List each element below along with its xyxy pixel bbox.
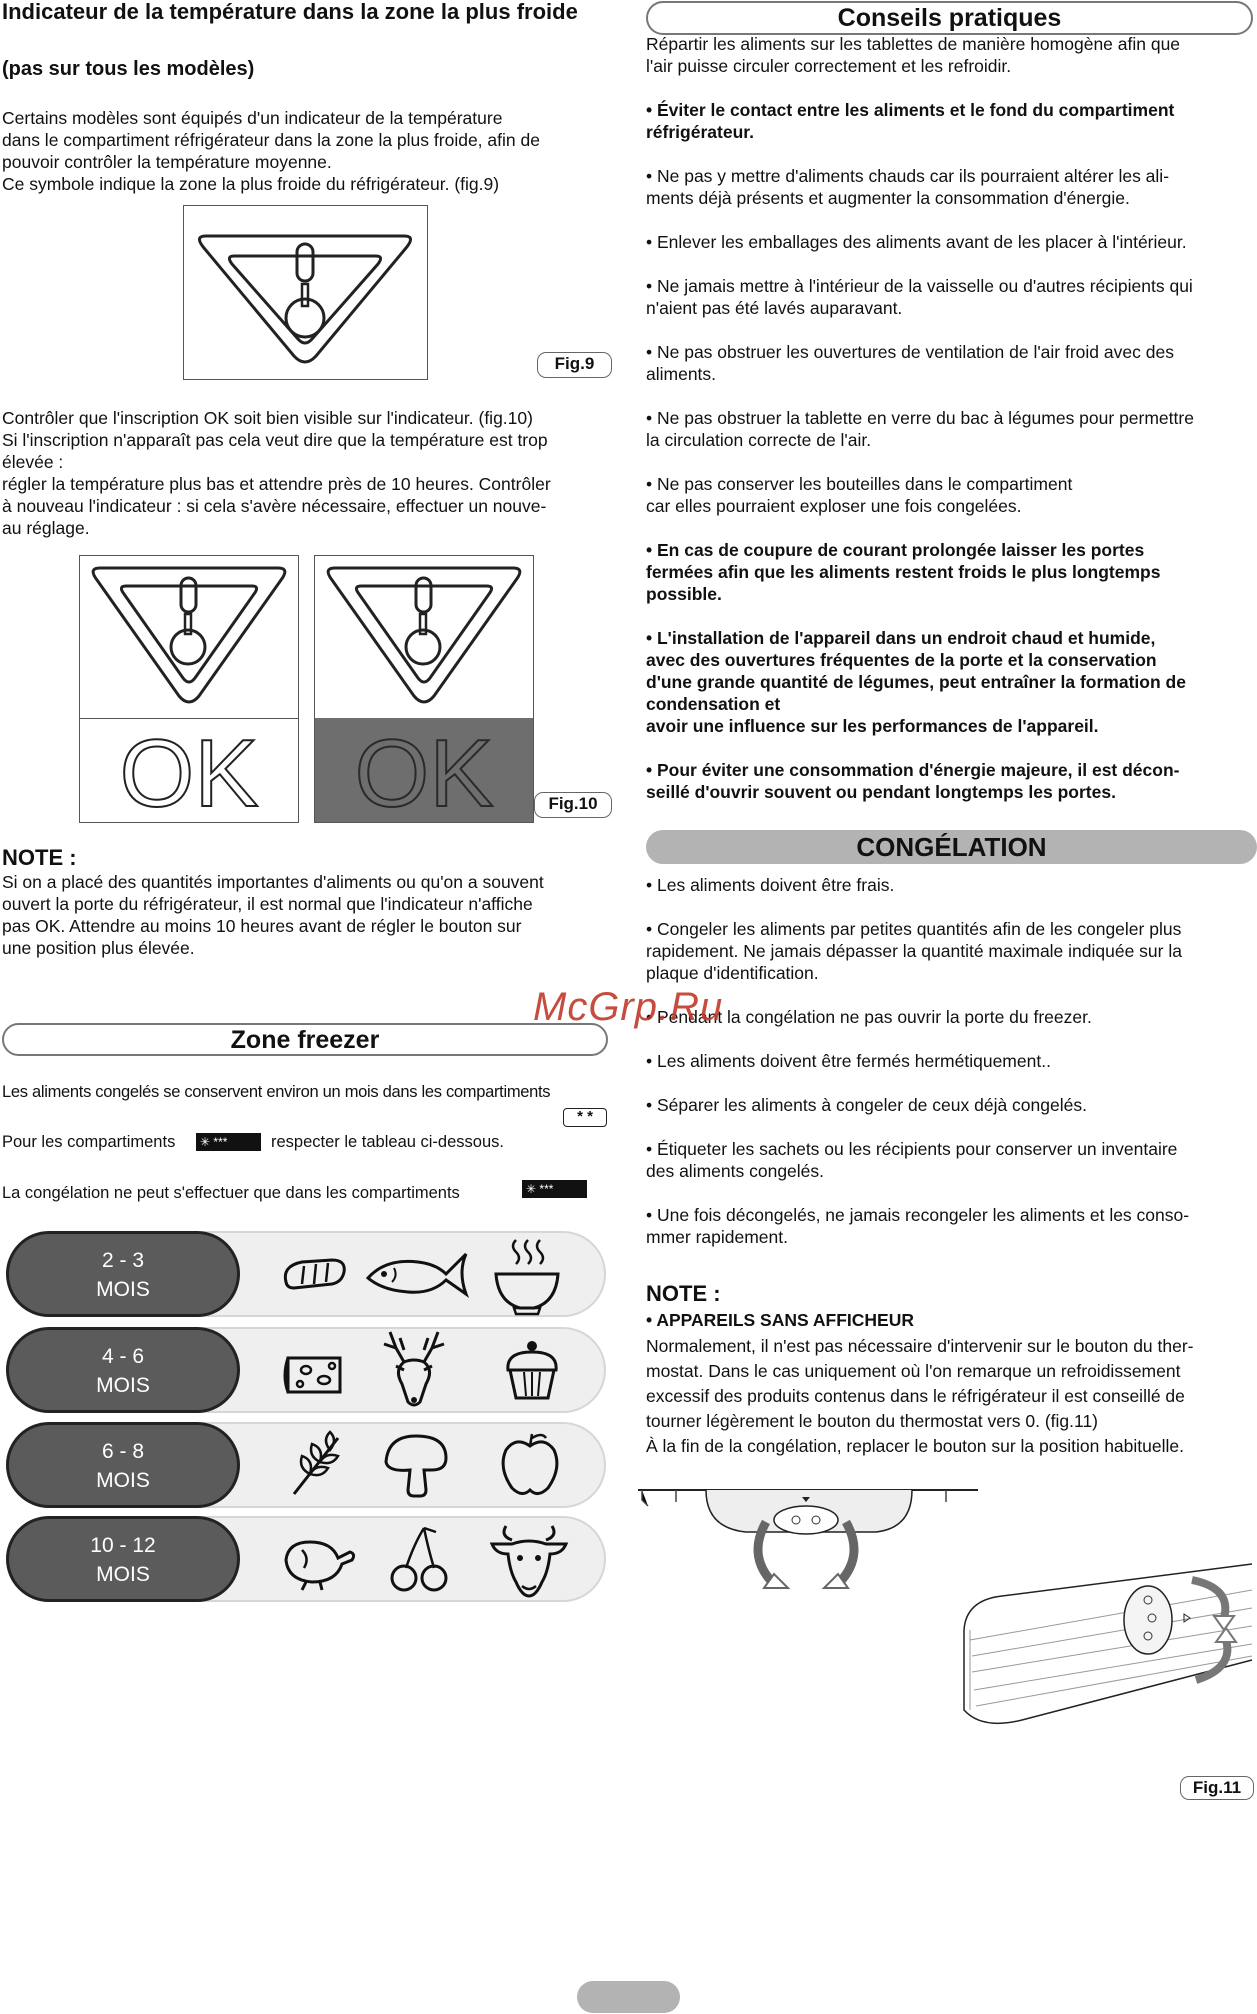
tip-item: • Éviter le contact entre les aliments et le fond du compartiment réfrigérateur. xyxy=(646,100,1175,142)
note-paragraph: Si on a placé des quantités importantes d'aliments ou qu'on a souvent ouvert la porte du réfrigérateur, il est normal que l'indicateur n'affiche pas OK. Attendre au moins 10 heures avant de régler le bouton sur une position plus élevée. xyxy=(2,872,544,958)
freezer-line-2b: respecter le tableau ci-dessous. xyxy=(271,1133,504,1151)
cheese-icon xyxy=(278,1336,350,1408)
mushroom-icon xyxy=(380,1428,452,1500)
snowflake-icon: ✳ xyxy=(526,1182,537,1196)
two-star-compartment-symbol: * * xyxy=(563,1108,607,1127)
fig10-label: Fig.10 xyxy=(534,792,612,818)
congel-item: • Une fois décongelés, ne jamais recongeler les aliments et les conso- mmer rapidement. xyxy=(646,1205,1190,1247)
ok-text-hidden: OK xyxy=(354,720,494,827)
tip-item: • Ne pas y mettre d'aliments chauds car ils pourraient altérer les ali- ments déjà présents et augmenter la consommation d'énergie. xyxy=(646,166,1170,208)
bread-icon xyxy=(278,1238,350,1310)
note-title-right: NOTE : xyxy=(646,1281,721,1306)
deer-icon xyxy=(376,1328,452,1412)
congelation-heading: CONGÉLATION xyxy=(646,830,1257,864)
page-number-badge xyxy=(577,1981,680,2013)
note-paragraph-right: Normalement, il n'est pas nécessaire d'intervenir sur le bouton du ther- mostat. Dans le cas uniquement où l'on remarque un refroidissement excessif des produits contenus dans le réfrigérateur il est conseillé de tourner légèrement le bouton du thermostat vers 0. (fig.11) À la fin de la congélation, replacer le bouton sur la position habituelle. xyxy=(646,1336,1194,1456)
fig9-label: Fig.9 xyxy=(537,352,612,378)
fig11-label: Fig.11 xyxy=(1180,1776,1254,1800)
cow-icon xyxy=(486,1520,572,1602)
tip-item: • Ne pas conserver les bouteilles dans le compartiment car elles pourraient exploser une fois congelées. xyxy=(646,474,1073,516)
apple-icon xyxy=(494,1428,566,1500)
watermark-text: McGrp.Ru xyxy=(533,985,724,1029)
congel-item: • Séparer les aliments à congeler de ceux déjà congelés. xyxy=(646,1095,1087,1115)
congel-item: • Les aliments doivent être frais. xyxy=(646,875,895,895)
note-title: NOTE : xyxy=(2,845,77,870)
tip-item: • Enlever les emballages des aliments avant de les placer à l'intérieur. xyxy=(646,232,1187,252)
cold-zone-icon xyxy=(184,206,427,379)
section-subtitle: (pas sur tous les modèles) xyxy=(2,58,255,80)
ok-text-visible: OK xyxy=(119,720,259,827)
cold-zone-icon xyxy=(80,556,298,714)
freezer-line-3: La congélation ne peut s'effectuer que dans les compartiments xyxy=(2,1184,460,1202)
cupcake-icon xyxy=(496,1334,568,1406)
fig9-cold-zone-symbol xyxy=(183,205,428,380)
storage-duration-label: 6 - 8 MOIS xyxy=(6,1422,240,1508)
congelation-list xyxy=(646,874,1257,1248)
tip-item: • L'installation de l'appareil dans un endroit chaud et humide, avec des ouvertures fréquentes de la porte et la conservation d'une grande quantité de légumes, peut entraîner la formation de condensation et avoir une influence sur les performances de l'appareil. xyxy=(646,628,1186,736)
cherry-icon xyxy=(384,1524,456,1596)
four-star-compartment-symbol: ✳ *** xyxy=(522,1180,587,1198)
tip-item: Répartir les aliments sur les tablettes de manière homogène afin que l'air puisse circuler correctement et les refroidir. xyxy=(646,34,1181,76)
thermostat-side-view xyxy=(962,1560,1257,1732)
zone-freezer-heading: Zone freezer xyxy=(2,1023,608,1056)
freezer-line-1: Les aliments congelés se conservent environ un mois dans les compartiments xyxy=(2,1083,551,1101)
tip-item: • Ne jamais mettre à l'intérieur de la vaisselle ou d'autres récipients qui n'aient pas été lavés auparavant. xyxy=(646,276,1193,318)
tip-item: • Pour éviter une consommation d'énergie majeure, il est décon- seillé d'ouvrir souvent ou pendant longtemps les portes. xyxy=(646,760,1180,802)
fig10-indicator-ok-hidden xyxy=(314,555,534,827)
snowflake-icon: ✳ xyxy=(200,1135,211,1149)
congel-item: • Étiqueter les sachets ou les récipients pour conserver un inventaire des aliments congelés. xyxy=(646,1139,1178,1181)
chicken-icon xyxy=(276,1524,358,1596)
note-subtitle: • APPAREILS SANS AFFICHEUR xyxy=(646,1310,914,1330)
check-paragraph: Contrôler que l'inscription OK soit bien visible sur l'indicateur. (fig.10) Si l'inscription n'apparaît pas cela veut dire que la température est trop élevée : régler la température plus bas et attendre près de 10 heures. Contrôler à nouveau l'indicateur : si cela s'avère nécessaire, effectuer un nouve- au réglage. xyxy=(2,408,551,538)
cold-zone-icon xyxy=(315,556,533,714)
tip-item: • En cas de coupure de courant prolongée laisser les portes fermées afin que les aliments restent froids le plus longtemps possible. xyxy=(646,540,1161,604)
congel-item: • Congeler les aliments par petites quantités afin de les congeler plus rapidement. Ne jamais dépasser la quantité maximale indiquée sur la plaque d'identification. xyxy=(646,919,1182,983)
tip-item: • Ne pas obstruer les ouvertures de ventilation de l'air froid avec des aliments. xyxy=(646,342,1174,384)
storage-duration-label: 4 - 6 MOIS xyxy=(6,1327,240,1413)
thermostat-top-view xyxy=(636,1488,981,1598)
four-star-compartment-symbol: ✳ *** xyxy=(196,1133,261,1151)
storage-duration-label: 2 - 3 MOIS xyxy=(6,1231,240,1317)
fig10-indicator-ok-visible xyxy=(79,555,299,827)
fish-icon xyxy=(362,1238,472,1310)
tips-list xyxy=(646,33,1257,803)
tip-item: • Ne pas obstruer la tablette en verre du bac à légumes pour permettre la circulation correcte de l'air. xyxy=(646,408,1194,450)
storage-duration-label: 10 - 12 MOIS xyxy=(6,1516,240,1602)
congel-item: • Pendant la congélation ne pas ouvrir la porte du freezer. xyxy=(646,1007,1092,1027)
congel-item: • Les aliments doivent être fermés hermétiquement.. xyxy=(646,1051,1051,1071)
freezer-line-2a: Pour les compartiments xyxy=(2,1133,176,1151)
intro-paragraph: Certains modèles sont équipés d'un indicateur de la température dans le compartiment réfrigérateur dans la zone la plus froide, afin de pouvoir contrôler la température moyenne. Ce symbole indique la zone la plus froide du réfrigérateur. (fig.9) xyxy=(2,108,540,194)
tips-heading: Conseils pratiques xyxy=(646,1,1253,35)
soup-bowl-icon xyxy=(492,1236,562,1316)
wheat-icon xyxy=(282,1428,354,1500)
section-title: Indicateur de la température dans la zone la plus froide xyxy=(2,0,578,24)
